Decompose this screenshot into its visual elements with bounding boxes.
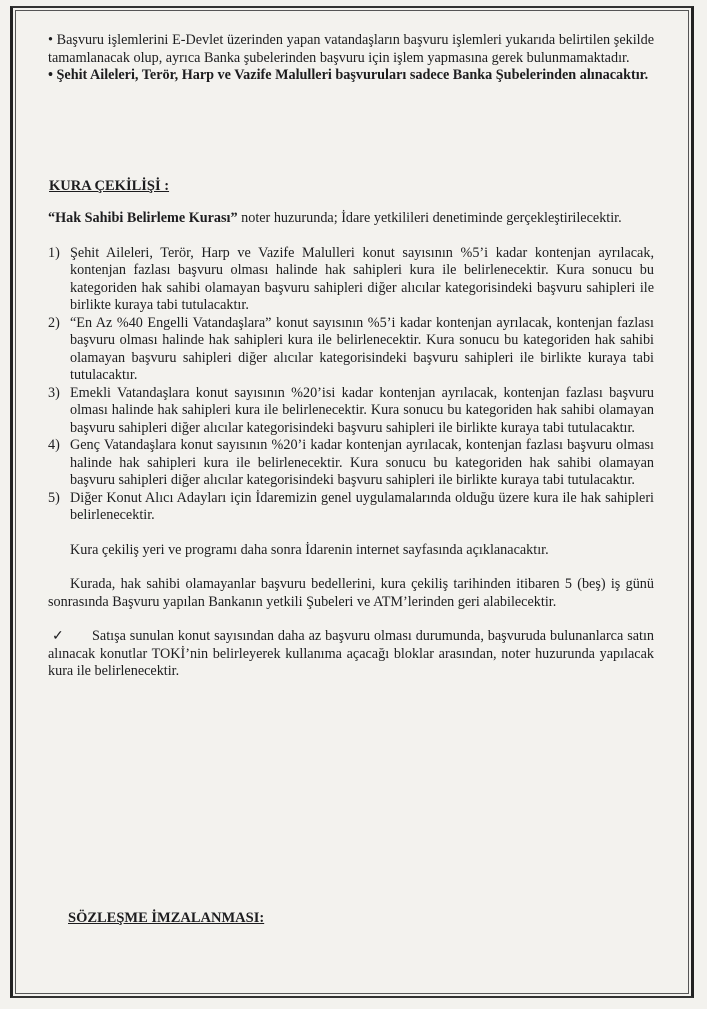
kura-list-item-number: 5) bbox=[48, 489, 60, 506]
kura-list-item bbox=[48, 385, 654, 438]
kura-check-note bbox=[48, 628, 654, 681]
kura-intro bbox=[48, 210, 654, 228]
kura-intro-title: “Hak Sahibi Belirleme Kurası” bbox=[48, 210, 238, 226]
kura-list-item bbox=[48, 245, 654, 315]
kura-section bbox=[48, 210, 654, 681]
kura-list-item-number: 2) bbox=[48, 314, 60, 331]
kura-list-item-text: Şehit Aileleri, Terör, Harp ve Vazife Malulleri konut sayısının %5’i kadar kontenjan ayrılacak, kontenjan fazlası başvuru olması halinde hak sahipleri kura ile belirlenecektir. Kura sonucu bu kategoriden hak sahibi olamayan başvuru sahipleri diğer alıcılar kategorisindeki başvuru sahipleri ile birlikte kuraya tabi tutulacaktır. bbox=[70, 244, 654, 313]
kura-list-item-text: Emekli Vatandaşlara konut sayısının %20’isi kadar kontenjan ayrılacak, kontenjan fazlası başvuru olması halinde hak sahipleri kura ile belirlenecektir. Kura sonucu bu kategoriden hak sahibi olamayan başvuru sahipleri diğer alıcılar kategorisindeki başvuru sahipleri ile birlikte kuraya tabi tutulacaktır. bbox=[70, 384, 654, 436]
document-body bbox=[48, 32, 654, 85]
intro-bullet-2: • Şehit Aileleri, Terör, Harp ve Vazife Malulleri başvuruları sadece Banka Şubelerinden alınacaktır. bbox=[48, 67, 649, 83]
kura-list-item-number: 1) bbox=[48, 244, 60, 261]
kura-list-item-text: “En Az %40 Engelli Vatandaşlara” konut sayısının %5’i kadar kontenjan ayrılacak, kontenjan fazlası başvuru olması halinde hak sahipleri kura ile belirlenecektir. Kura sonucu bu kategoriden hak sahibi olamayan başvuru sahipleri diğer alıcılar kategorisindeki başvuru sahipleri ile birlikte kuraya tabi tutulacaktır. bbox=[70, 314, 654, 383]
kura-list-item-text: Diğer Konut Alıcı Adayları için İdaremizin genel uygulamalarında olduğu üzere kura ile hak sahipleri belirlenecektir. bbox=[70, 489, 654, 523]
kura-refund-note: Kurada, hak sahibi olamayanlar başvuru bedellerini, kura çekiliş tarihinden itibaren 5 (beş) iş günü sonrasında Başvuru yapılan Bankanın yetkili Şubeleri ve ATM’lerinden geri alabilecektir. bbox=[48, 576, 654, 610]
kura-list-item-number: 4) bbox=[48, 437, 60, 453]
kura-list-item-text: Genç Vatandaşlara konut sayısının %20’i kadar kontenjan ayrılacak, kontenjan fazlası başvuru olması halinde hak sahipleri kura ile belirlenecektir. Kura sonucu bu kategoriden hak sahibi olamayan başvuru sahipleri diğer alıcılar kategorisindeki başvuru sahipleri ile birlikte kuraya tabi tutulacaktır. bbox=[70, 437, 654, 488]
kura-place-note: Kura çekiliş yeri ve programı daha sonra İdarenin internet sayfasında açıklanacaktır. bbox=[70, 541, 549, 558]
kura-list-item-number: 3) bbox=[48, 384, 60, 401]
kura-intro-text: noter huzurunda; İdare yetkilileri denetiminde gerçekleştirilecektir. bbox=[237, 210, 622, 226]
check-mark-icon: ✓ bbox=[52, 628, 64, 644]
kura-list-item bbox=[48, 437, 654, 490]
kura-heading: KURA ÇEKİLİŞİ : bbox=[49, 178, 170, 194]
kura-list-item bbox=[48, 315, 654, 385]
kura-check-text: Satışa sunulan konut sayısından daha az başvuru olması durumunda, başvuruda bulunanlarca satın alınacak konutlar TOKİ’nin belirleyerek kullanıma açacağı bloklar arasından, noter huzurunda yapılacak kura ile belirlenecektir. bbox=[48, 628, 654, 679]
intro-bullet-1: • Başvuru işlemlerini E-Devlet üzerinden yapan vatandaşların başvuru işlemleri yukarıda belirtilen şekilde tamamlanacak olup, ayrıca Banka şubelerinden başvuru için işlem yapmasına gerek bulunmamaktadır. bbox=[48, 32, 654, 66]
contract-heading: SÖZLEŞME İMZALANMASI: bbox=[68, 910, 265, 926]
kura-list bbox=[48, 245, 654, 525]
kura-list-item bbox=[48, 490, 654, 525]
